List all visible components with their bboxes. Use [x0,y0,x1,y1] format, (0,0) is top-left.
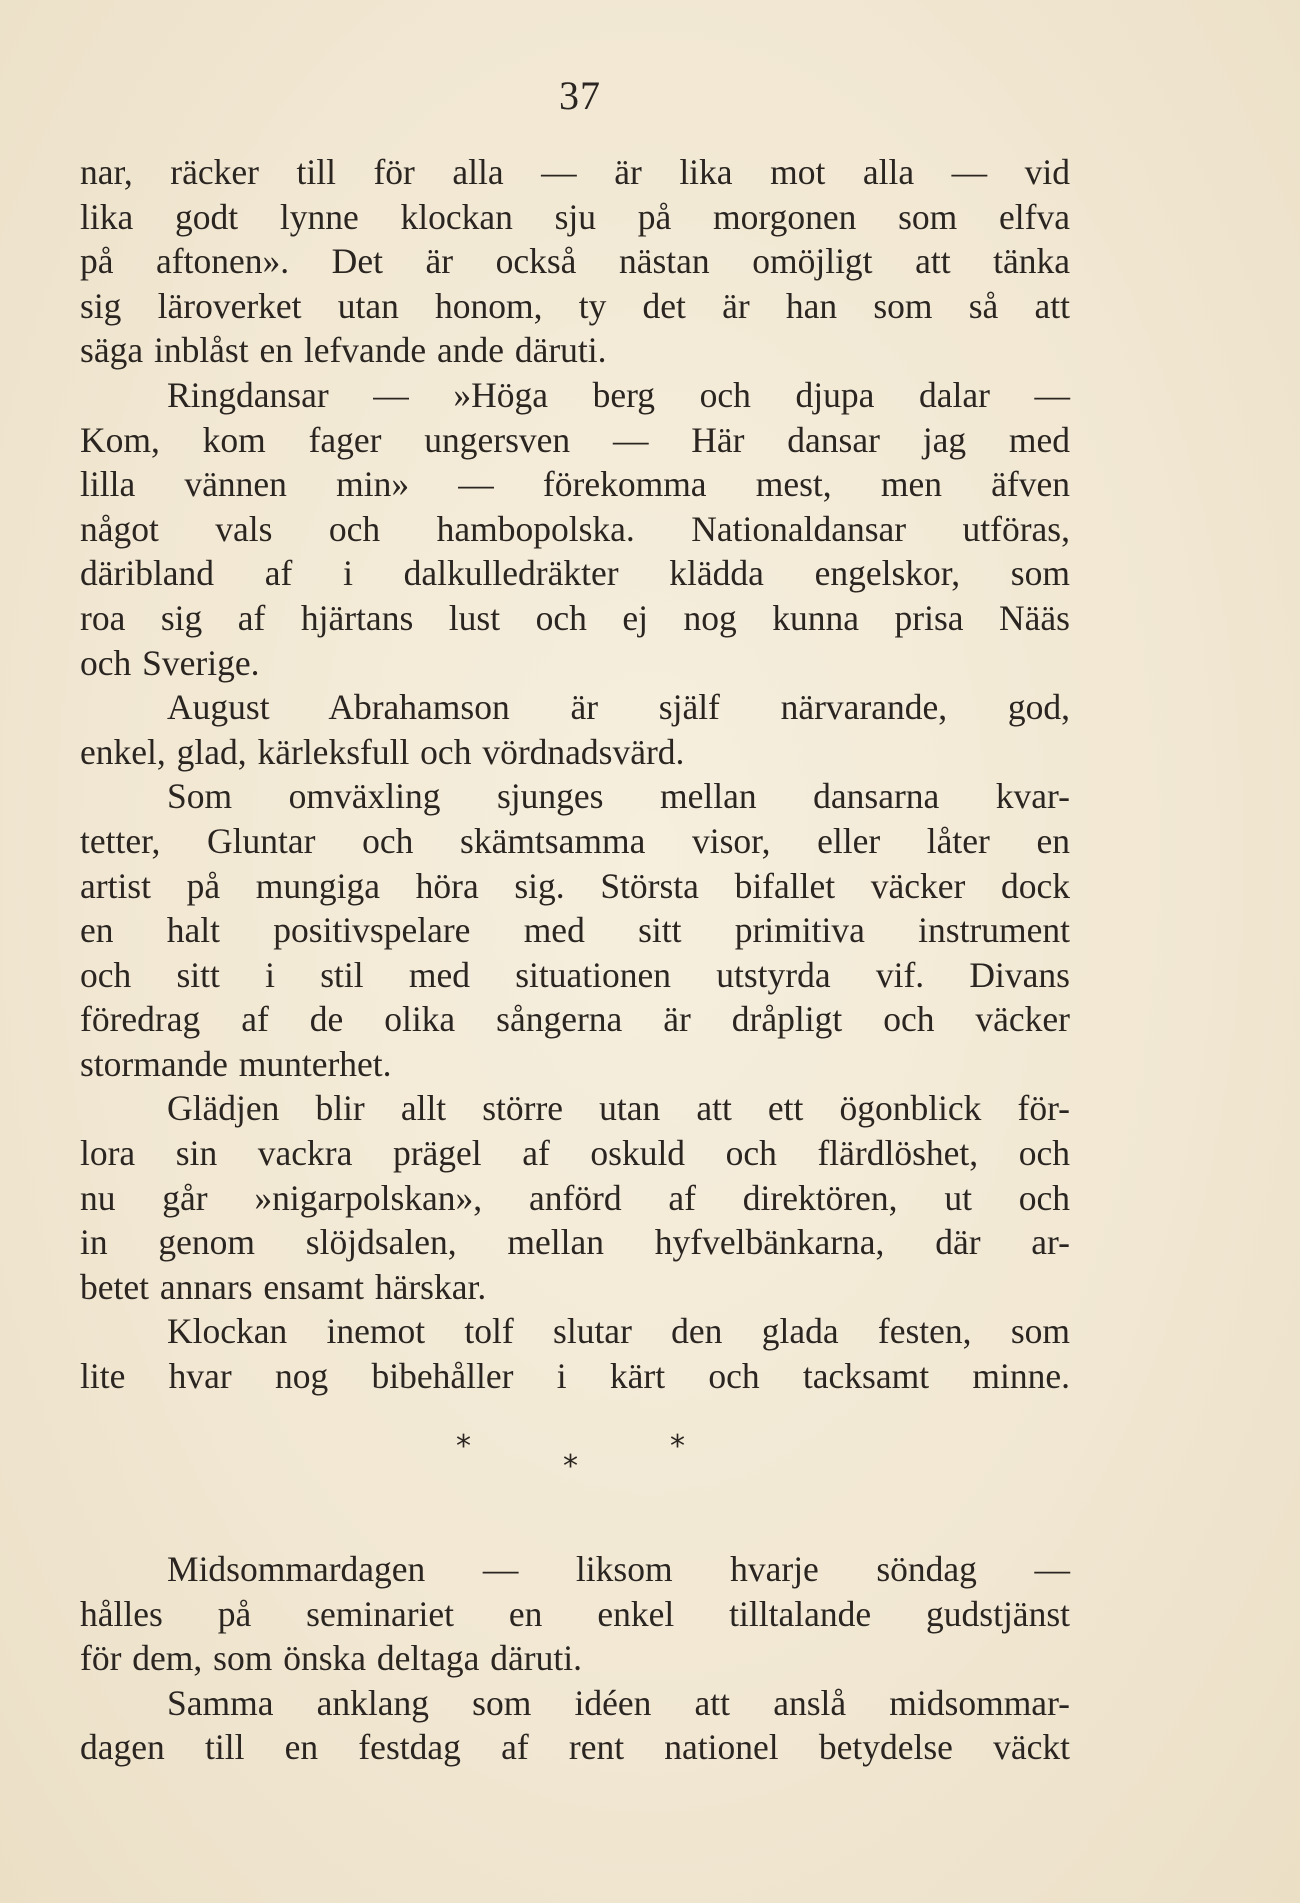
text-line: Midsommardagen — liksom hvarje söndag — [167,1549,1070,1589]
asterisk-icon: * [670,1429,685,1464]
text-line: artist på mungiga höra sig. Största bifallet väcker dock [80,865,1070,906]
text-line: på aftonen». Det är också nästan omöjligt att tänka [80,241,1070,282]
text-line: hålles på seminariet en enkel tilltalande gudstjänst [80,1593,1070,1634]
text-line: Som omväxling sjunges mellan dansarna kvar- [167,776,1070,817]
text-line: något vals och hambopolska. Nationaldansar utföras, [80,508,1070,549]
text-line: Kom, kom fager ungersven — Här dansar jag med [80,419,1070,460]
text-line: August Abrahamson är själf närvarande, god, [167,687,1070,728]
text-line: Klockan inemot tolf slutar den glada festen, som [167,1311,1070,1352]
section-break-asterism [0,1429,1300,1492]
text-line: tetter, Gluntar och skämtsamma visor, eller låter en [80,820,1070,861]
text-line: lite hvar nog bibehåller i kärt och tacksamt minne. [80,1356,1070,1397]
text-line: enkel, glad, kärleksfull och vördnadsvärd. [80,731,685,772]
text-line: en halt positivspelare med sitt primitiva instrument [80,910,1070,951]
text-line: Ringdansar — »Höga berg och djupa dalar — [167,374,1070,415]
text-line: in genom slöjdsalen, mellan hyfvelbänkarna, där ar- [80,1222,1070,1263]
text-line: föredrag af de olika sångerna är dråpligt och väcker [80,999,1070,1040]
text-line: Samma anklang som idéen att anslå midsommar- [167,1682,1070,1723]
asterisk-icon: * [563,1449,578,1484]
text-line: nu går »nigarpolskan», anförd af direktören, ut och [80,1177,1070,1218]
text-line: säga inblåst en lefvande ande däruti. [80,330,607,371]
text-line: betet annars ensamt härskar. [80,1266,487,1307]
body-text-upper [80,150,1070,1399]
text-line: och sitt i stil med situationen utstyrda vif. Divans [80,954,1070,995]
text-line: nar, räcker till för alla — är lika mot alla — vid [80,152,1070,192]
text-line: dagen till en festdag af rent nationel betydelse väckt [80,1727,1070,1768]
text-line: lora sin vackra prägel af oskuld och flärdlöshet, och [80,1133,1070,1174]
text-line: lilla vännen min» — förekomma mest, men äfven [80,464,1070,505]
text-line: och Sverige. [80,642,260,683]
page-number: 37 [559,73,601,118]
body-text-lower [80,1547,1070,1770]
text-line: lika godt lynne klockan sju på morgonen som elfva [80,196,1070,237]
asterisk-icon: * [456,1429,471,1464]
text-line: Glädjen blir allt större utan att ett ögonblick för- [167,1088,1070,1129]
text-line: för dem, som önska deltaga däruti. [80,1638,582,1679]
text-line: roa sig af hjärtans lust och ej nog kunna prisa Nääs [80,597,1070,638]
text-line: sig läroverket utan honom, ty det är han som så att [80,285,1070,326]
text-line: stormande munterhet. [80,1043,392,1084]
text-line: däribland af i dalkulledräkter klädda engelskor, som [80,553,1070,594]
